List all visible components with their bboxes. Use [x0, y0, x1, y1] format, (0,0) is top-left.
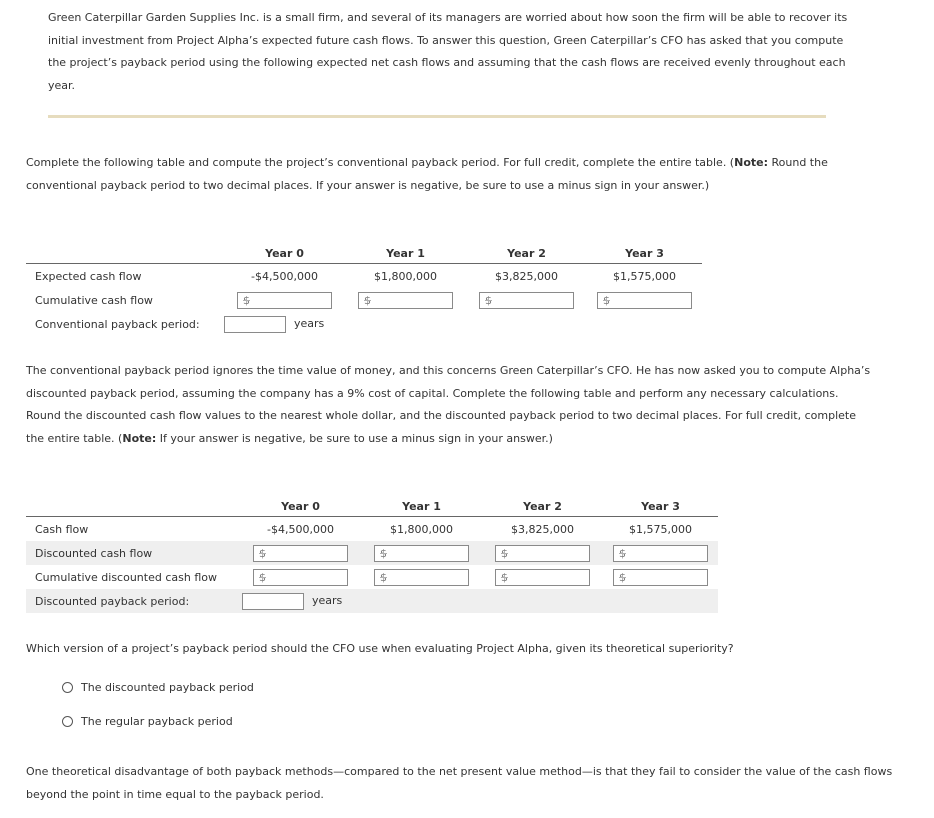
dollar-sign: $	[380, 570, 387, 584]
discounted-payback-table	[26, 497, 718, 613]
cumulative-cash-flow-input-year-2[interactable]	[479, 292, 574, 309]
header-year-0: Year 0	[224, 244, 345, 264]
cumulative-cash-flow-input-year-3[interactable]	[597, 292, 692, 309]
instructions-text: Complete the following table and compute the project’s conventional payback period. For full credit, complete the entire table. (	[26, 156, 735, 169]
row-label-discounted-payback: Discounted payback period:	[26, 589, 240, 613]
header-year-2: Year 2	[466, 244, 587, 264]
dollar-sign: $	[619, 546, 626, 560]
option-discounted-payback[interactable]	[62, 681, 254, 694]
cash-flow-year-2: $3,825,000	[511, 522, 574, 536]
cumulative-discounted-input-year-3[interactable]	[613, 569, 708, 586]
radio-button[interactable]	[62, 716, 73, 727]
header-year-2: Year 2	[482, 497, 603, 517]
row-label-conventional-payback: Conventional payback period:	[35, 317, 200, 331]
expected-cash-flow-year-3: $1,575,000	[613, 269, 676, 283]
cash-flow-year-0: -$4,500,000	[267, 522, 334, 536]
dollar-sign: $	[259, 546, 266, 560]
years-label: years	[294, 317, 325, 330]
cumulative-discounted-input-year-0[interactable]	[253, 569, 348, 586]
intro-paragraph: Green Caterpillar Garden Supplies Inc. is a small firm, and several of its managers are worried about how soon the firm will be able to recover its initial investment from Project Alpha’s expected future cash flows. To answer this question, Green Caterpillar’s CFO has asked that you compute the project’s payback period using the following expected net cash flows and assuming that the cash flows are received evenly throughout each year.	[48, 11, 848, 92]
header-year-1: Year 1	[345, 244, 466, 264]
discounted-cash-flow-input-year-2[interactable]	[495, 545, 590, 562]
row-label-cumulative-discounted-cash-flow: Cumulative discounted cash flow	[35, 570, 217, 584]
row-label-cumulative-cash-flow: Cumulative cash flow	[35, 293, 153, 307]
note-text: If your answer is negative, be sure to use a minus sign in your answer.)	[156, 431, 553, 445]
header-year-0: Year 0	[240, 497, 361, 517]
discounted-cash-flow-input-year-1[interactable]	[374, 545, 469, 562]
dollar-sign: $	[243, 293, 250, 307]
note-label: Note:	[122, 431, 157, 445]
dollar-sign: $	[603, 293, 610, 307]
expected-cash-flow-year-0: -$4,500,000	[251, 269, 318, 283]
closing-paragraph: One theoretical disadvantage of both payback methods—compared to the net present value method—is that they fail to consider the value of the cash flows beyond the point in time equal to the payback period.	[26, 765, 893, 801]
dollar-sign: $	[501, 546, 508, 560]
discounted-cash-flow-input-year-3[interactable]	[613, 545, 708, 562]
conventional-payback-input[interactable]	[224, 316, 286, 333]
note-label: Note:	[734, 156, 768, 169]
discounted-payback-input[interactable]	[242, 593, 304, 610]
cumulative-discounted-input-year-1[interactable]	[374, 569, 469, 586]
radio-button[interactable]	[62, 682, 73, 693]
header-year-3: Year 3	[603, 497, 718, 517]
header-year-3: Year 3	[587, 244, 702, 264]
row-label-cash-flow: Cash flow	[35, 522, 89, 536]
instructions-discounted	[26, 360, 876, 450]
expected-cash-flow-year-2: $3,825,000	[495, 269, 558, 283]
years-label: years	[312, 594, 343, 607]
dollar-sign: $	[485, 293, 492, 307]
header-spacer	[26, 244, 224, 264]
instructions-text: The conventional payback period ignores the time value of money, and this concerns Green Caterpillar’s CFO. He has now asked you to compute Alpha’s discounted payback period, assuming the company has a 9% cost of capital. Complete the following table and perform any necessary calculations. Round the discounted cash flow values to the nearest whole dollar, and the discounted payback period to two decimal places. For full credit, complete the entire table. (	[26, 364, 871, 445]
discounted-cash-flow-input-year-0[interactable]	[253, 545, 348, 562]
dollar-sign: $	[259, 570, 266, 584]
expected-cash-flow-year-1: $1,800,000	[374, 269, 437, 283]
cumulative-discounted-input-year-2[interactable]	[495, 569, 590, 586]
note-text: Round the conventional payback period to two decimal places. If your answer is negative, be sure to use a minus sign in your answer.)	[26, 156, 828, 192]
header-year-1: Year 1	[361, 497, 482, 517]
row-label-expected-cash-flow: Expected cash flow	[35, 269, 142, 283]
cumulative-cash-flow-input-year-0[interactable]	[237, 292, 332, 309]
dollar-sign: $	[380, 546, 387, 560]
option-label: The discounted payback period	[81, 681, 254, 694]
header-spacer	[26, 497, 240, 517]
cumulative-cash-flow-input-year-1[interactable]	[358, 292, 453, 309]
instructions-conventional	[26, 152, 876, 197]
cash-flow-year-3: $1,575,000	[629, 522, 692, 536]
section-divider	[48, 115, 826, 118]
dollar-sign: $	[501, 570, 508, 584]
row-label-discounted-cash-flow: Discounted cash flow	[26, 541, 240, 565]
option-label: The regular payback period	[81, 715, 233, 728]
dollar-sign: $	[619, 570, 626, 584]
payback-question: Which version of a project’s payback period should the CFO use when evaluating Project Alpha, given its theoretical superiority?	[26, 642, 734, 655]
cash-flow-year-1: $1,800,000	[390, 522, 453, 536]
conventional-payback-table	[26, 244, 702, 336]
option-regular-payback[interactable]	[62, 715, 233, 728]
dollar-sign: $	[364, 293, 371, 307]
